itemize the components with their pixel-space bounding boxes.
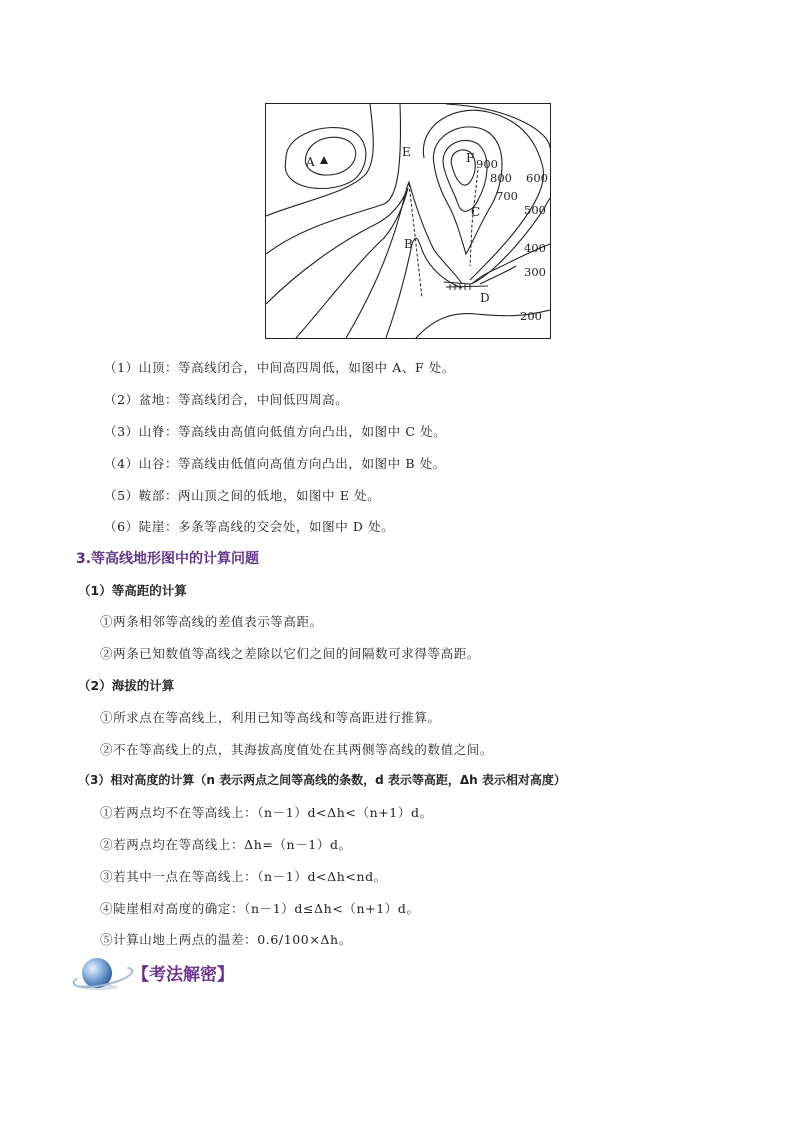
relative-height-item-5: ⑤计算山地上两点的温差：0.6/100×Δh。	[100, 932, 352, 947]
peak-a-contour-outer	[285, 128, 366, 189]
landform-cliff: （6）陡崖：多条等高线的交会处，如图中 D 处。	[104, 519, 395, 534]
contour-interval-item-2: ②两条已知数值等高线之差除以它们之间的间隔数可求得等高距。	[100, 646, 480, 661]
contour-label-800: 800	[490, 171, 512, 185]
section-3-title: 3.等高线地形图中的计算问题	[76, 551, 260, 567]
contour-valley-b	[386, 238, 462, 338]
relative-height-item-4: ④陡崖相对高度的确定：（n－1）d≤Δh<（n+1）d。	[100, 901, 420, 916]
contour-map	[265, 103, 551, 339]
label-d: D	[480, 291, 490, 305]
contour-map-drawing	[266, 104, 550, 338]
contour-label-200: 200	[520, 309, 542, 323]
contour-west-1	[266, 104, 373, 216]
contour-500	[446, 104, 550, 148]
elevation-item-1: ①所求点在等高线上，利用已知等高线和等高距进行推算。	[100, 710, 441, 725]
peak-f-contour-700	[433, 127, 502, 254]
label-c: C	[471, 205, 481, 219]
relative-height-item-3: ③若其中一点在等高线上：（n－1）d<Δh<nd。	[100, 869, 387, 884]
relative-height-item-1: ①若两点均不在等高线上：（n－1）d<Δh<（n+1）d。	[100, 805, 433, 820]
contour-label-400: 400	[524, 241, 546, 255]
landform-saddle: （5）鞍部：两山顶之间的低地，如图中 E 处。	[104, 488, 381, 503]
contour-interval-subtitle: （1）等高距的计算	[78, 583, 187, 598]
landform-peak: （1）山顶：等高线闭合，中间高四周低，如图中 A、F 处。	[104, 360, 456, 375]
contour-label-900: 900	[476, 157, 498, 171]
relative-height-subtitle: （3）相对高度的计算（n 表示两点之间等高线的条数，d 表示等高距，Δh 表示相对高度）	[78, 773, 566, 787]
landform-valley: （4）山谷：等高线由低值向高值方向凸出，如图中 B 处。	[104, 456, 446, 471]
label-b: B	[404, 237, 413, 251]
label-f: F	[466, 151, 475, 165]
contour-west-2	[266, 104, 400, 254]
label-e: E	[402, 145, 411, 159]
contour-label-700: 700	[496, 189, 518, 203]
elevation-item-2: ②不在等高线上的点，其海拔高度值处在其两侧等高线的数值之间。	[100, 742, 494, 757]
relative-height-item-2: ②若两点均在等高线上：Δh=（n－1）d。	[100, 837, 352, 852]
label-a: A	[306, 155, 315, 169]
contour-interval-item-1: ①两条相邻等高线的差值表示等高距。	[100, 614, 323, 629]
contour-label-500: 500	[524, 203, 546, 217]
landform-ridge: （3）山脊：等高线由高值向低值方向凸出，如图中 C 处。	[104, 424, 447, 439]
contour-label-600: 600	[526, 171, 548, 185]
contour-label-300: 300	[524, 265, 546, 279]
kaofa-banner	[72, 956, 272, 992]
landform-basin: （2）盆地：等高线闭合，中间低四周高。	[104, 392, 349, 407]
banner-label: 【考法解密】	[132, 965, 234, 985]
peak-a-triangle-icon	[320, 156, 328, 164]
elevation-subtitle: （2）海拔的计算	[78, 678, 175, 693]
